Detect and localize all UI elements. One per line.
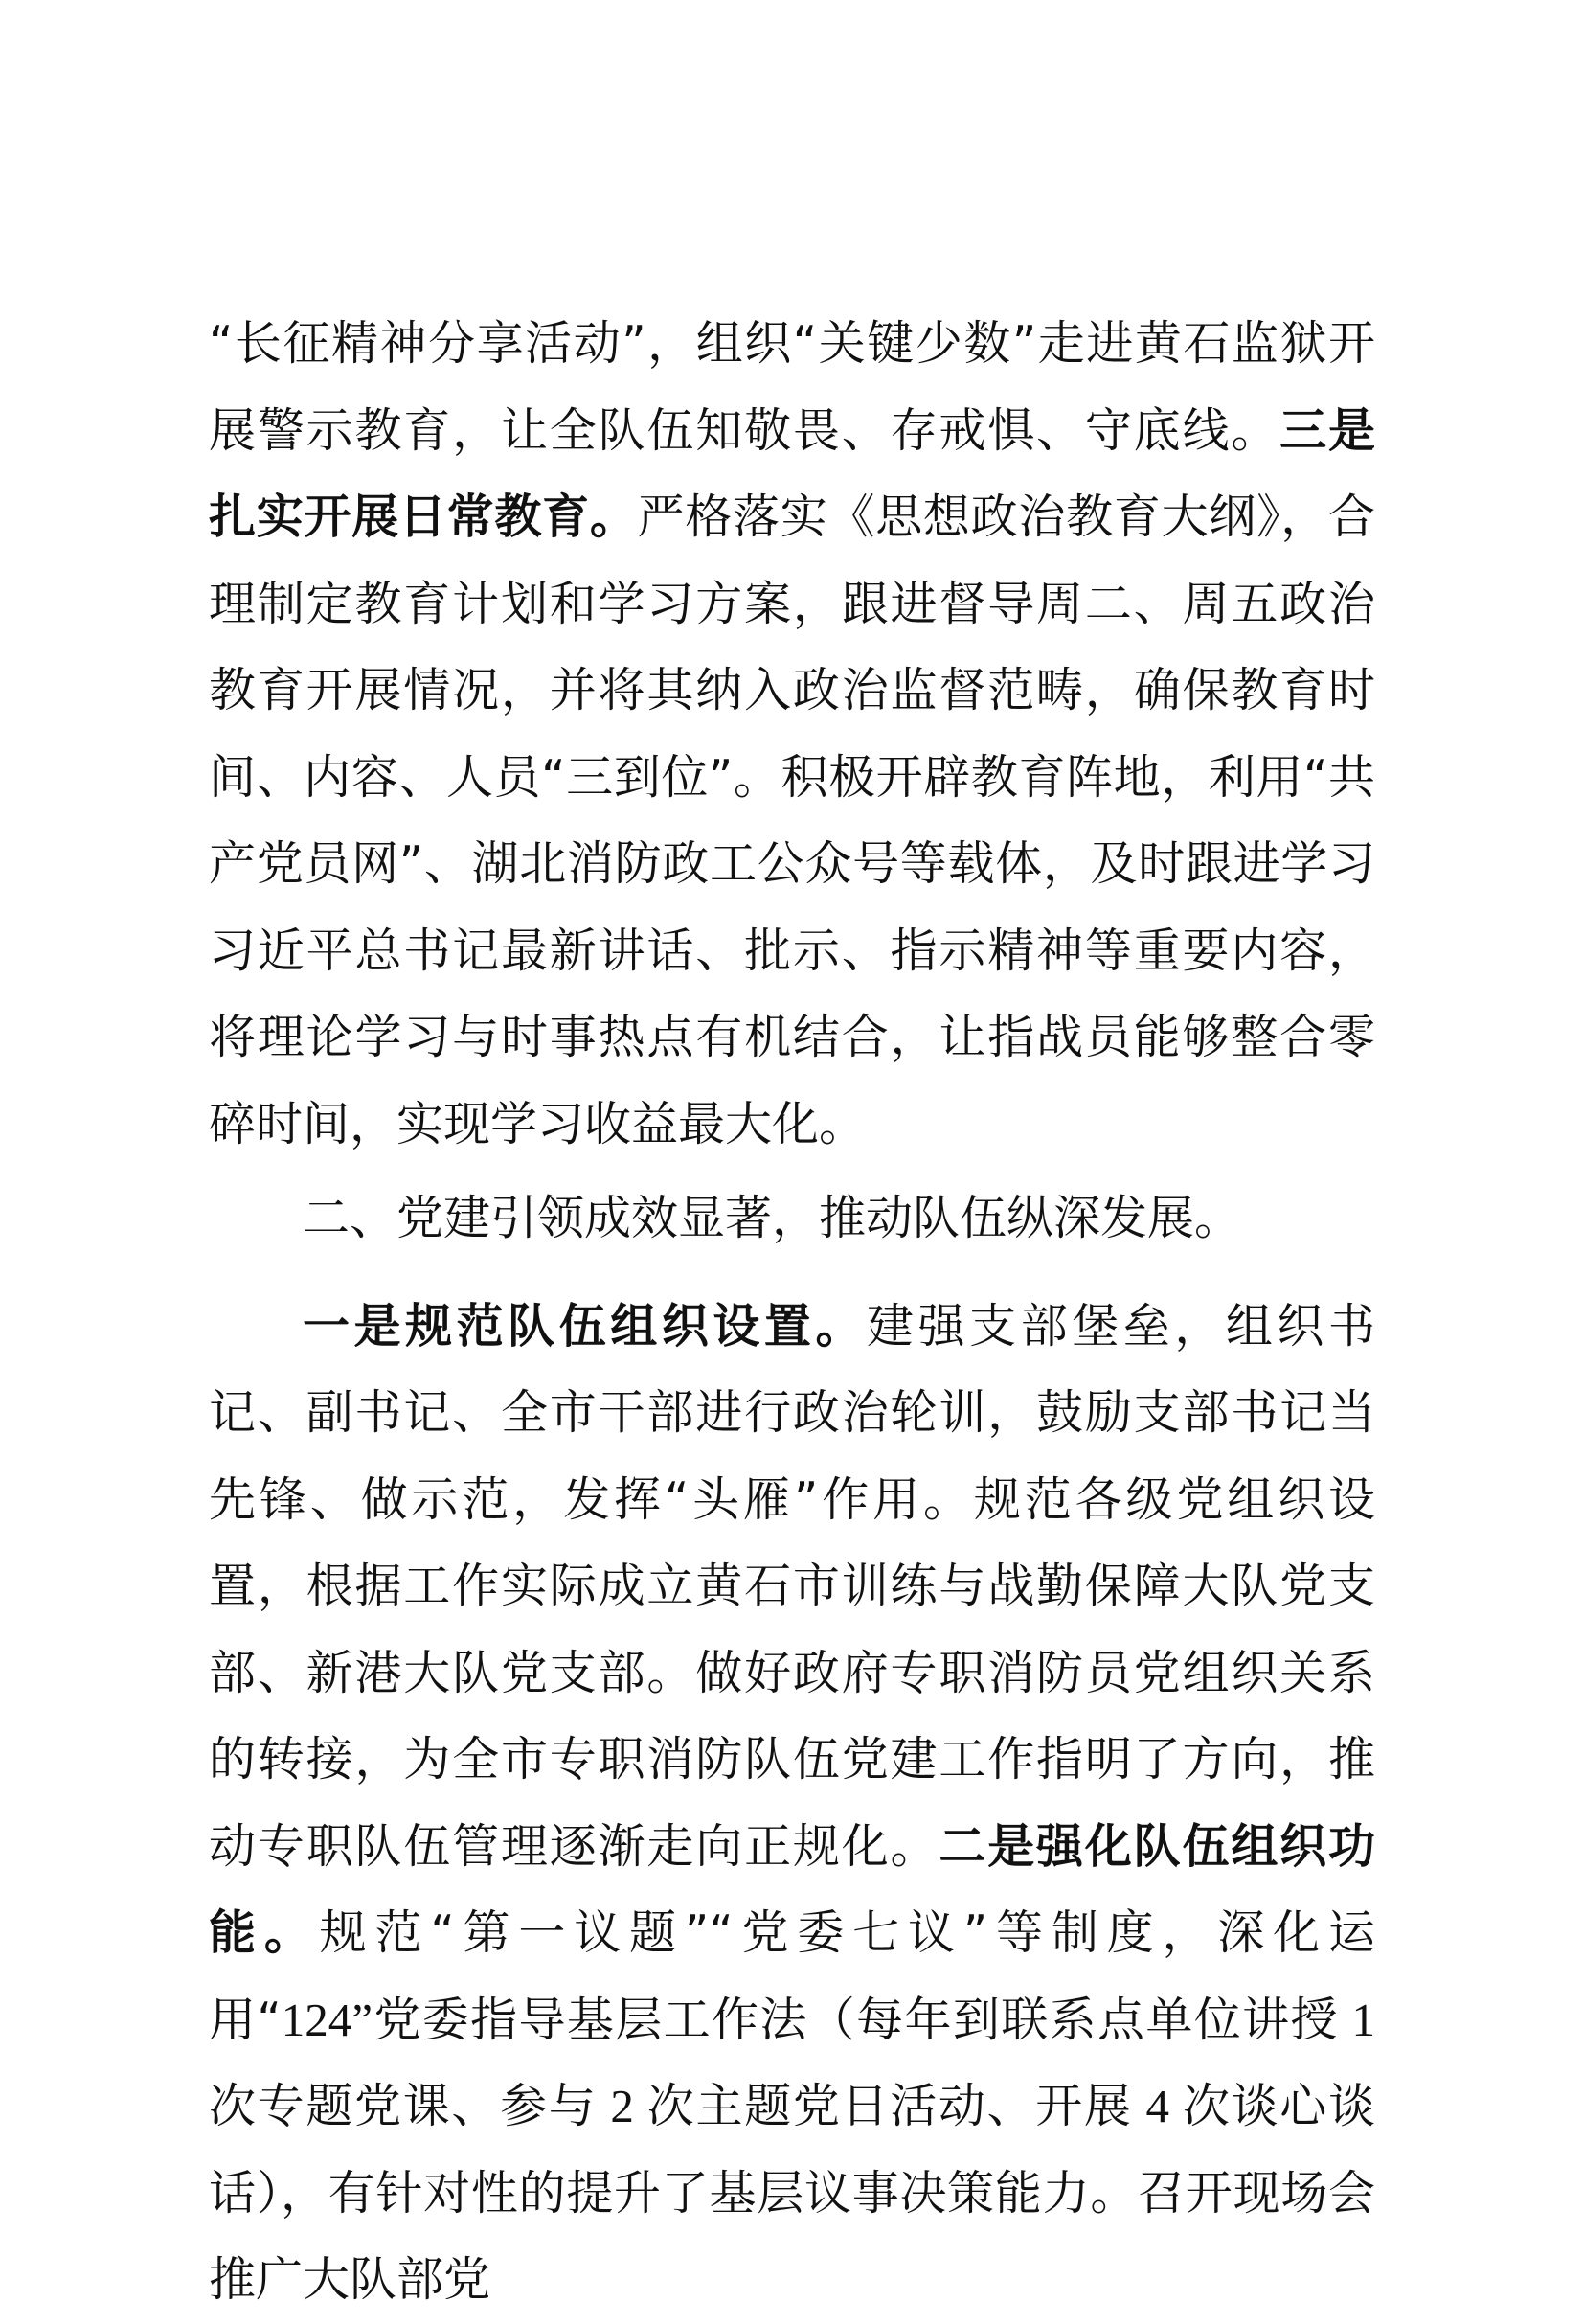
number-run: 1 <box>1338 1993 1375 2046</box>
number-run: 4 <box>1132 2080 1183 2132</box>
text-run: 次主题党日活动、开展 <box>646 2079 1133 2133</box>
paragraph-education-continuation <box>209 301 1375 1168</box>
text-run: 规范“第一议题”“党委七议”等制度，深化运用“ <box>209 1905 1375 2047</box>
bold-lead-organization-function: 二是强化队伍组织功能。 <box>209 1818 1375 1960</box>
number-run: 2 <box>597 2080 647 2132</box>
section-heading-party-building: 二、党建引领成效显著，推动队伍纵深发展。 <box>303 1191 1242 1245</box>
bold-lead-daily-education: 三是扎实开展日常教育。 <box>209 402 1375 544</box>
text-run: “长征精神分享活动”，组织“关键少数”走进黄石监狱开展警示教育，让全队伍知敬畏、存戒惧、守底线。 <box>209 316 1375 458</box>
document-body <box>209 301 1375 2324</box>
text-run: 党委指导基层工作法（每年到联系点单位讲授 <box>373 1992 1339 2047</box>
bold-lead-organization-setup: 一是规范队伍组织设置。 <box>303 1298 868 1354</box>
paragraph-organization <box>209 1284 1375 2324</box>
text-run: 建强支部堡垒，组织书记、副书记、全市干部进行政治轮训，鼓励支部书记当先锋、做示范，发挥“头雁”作用。规范各级党组织设置，根据工作实际成立黄石市训练与战勤保障大队党支部、新港大队党支部。做好政府专职消防员党组织关系的转接，为全市专职消防队伍党建工作指明了方向，推动专职队伍管理逐渐走向正规化。 <box>209 1298 1375 1874</box>
text-run: 次谈心谈话），有针对性的提升了基层议事决策能力。召开现场会推广大队部党 <box>209 2079 1375 2307</box>
number-run: 124” <box>281 1993 373 2046</box>
text-run: 严格落实《思想政治教育大纲》，合理制定教育计划和学习方案，跟进督导周二、周五政治教育开展情况，并将其纳入政治监督范畴，确保教育时间、内容、人员“三到位”。积极开辟教育阵地，利用“共产党员网”、湖北消防政工公众号等载体，及时跟进学习习近平总书记最新讲话、批示、指示精神等重要内容，将理论学习与时事热点有机结合，让指战员能够整合零碎时间，实现学习收益最大化。 <box>209 490 1375 1151</box>
text-run: 次专题党课、参与 <box>209 2079 598 2133</box>
